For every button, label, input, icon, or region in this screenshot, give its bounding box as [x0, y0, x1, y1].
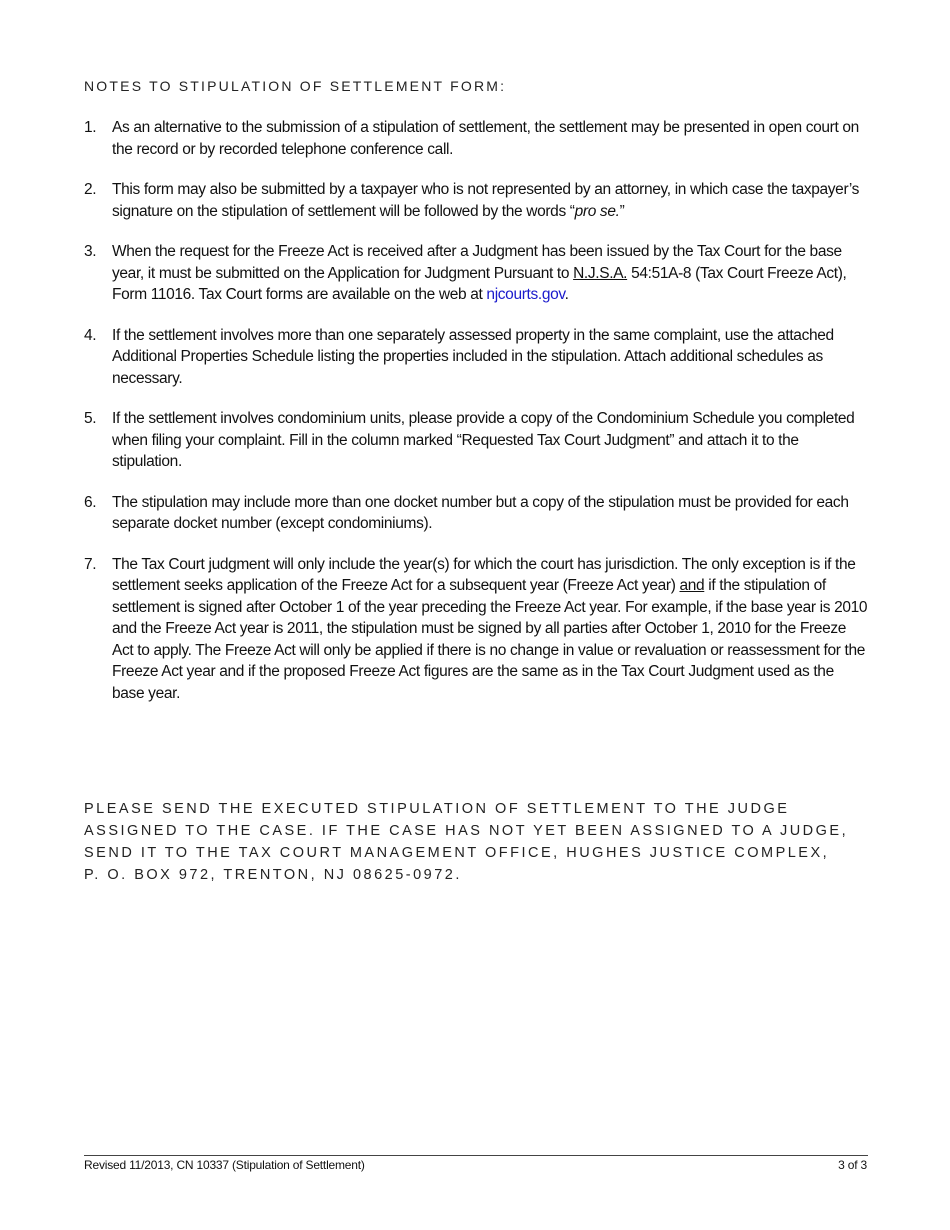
note-5 — [84, 408, 869, 473]
closing-line: PLEASE SEND THE EXECUTED STIPULATION OF SETTLEMENT TO THE JUDGE — [84, 801, 790, 817]
notes-list — [84, 117, 869, 723]
note-text-middle: 54:51A-8 (Tax Court Freeze Act), Form 11016. Tax Court forms are available on the web at — [112, 264, 847, 303]
note-number: 5. — [84, 410, 97, 427]
note-text: If the settlement involves more than one separately assessed property in the same complaint, use the attached Additional Properties Schedule listing the properties included in the stipulation. Attach additional schedules as necessary. — [112, 326, 834, 387]
closing-line: ASSIGNED TO THE CASE. IF THE CASE HAS NOT YET BEEN ASSIGNED TO A JUDGE, — [84, 823, 849, 839]
underlined-and: and — [679, 577, 705, 594]
note-text-end: if the stipulation of settlement is signed after October 1 of the year preceding the Freeze Act year. For example, if the base year is 2010 and the Freeze Act year is 2011, the stipulation must be signed by all parties after October 1, 2010 for the Freeze Act to apply. The Freeze Act will only be applied if there is no change in value or revaluation or reassessment for the Freeze Act year and if the proposed Freeze Act figures are the same as in the Tax Court Judgment used as the base year. — [112, 577, 868, 702]
note-number: 4. — [84, 326, 97, 344]
note-text: The stipulation may include more than one docket number but a copy of the stipulation must be provided for each separate docket number (except condominiums). — [112, 493, 849, 532]
note-text: This form may also be submitted by a taxpayer who is not represented by an attorney, in which case the taxpayer’s signature on the stipulation of settlement will be followed by the words “ — [112, 181, 860, 220]
pro-se-term: pro se. — [574, 202, 620, 220]
closing-line: SEND IT TO THE TAX COURT MANAGEMENT OFFICE, HUGHES JUSTICE COMPLEX, — [84, 845, 830, 861]
note-6 — [84, 492, 869, 535]
note-1 — [84, 117, 869, 160]
note-text: If the settlement involves condominium units, please provide a copy of the Condominium Schedule you completed when filing your complaint. Fill in the column marked “Requested Tax Court Judgment” and attach it to the stipulation. — [112, 410, 855, 470]
note-4 — [84, 325, 869, 390]
note-number: 1. — [84, 119, 97, 136]
notes-heading: NOTES TO STIPULATION OF SETTLEMENT FORM: — [84, 78, 507, 94]
note-3 — [84, 241, 869, 306]
note-text: The Tax Court judgment will only include the year(s) for which the court has jurisdiction. The only exception is if the settlement seeks application of the Freeze Act for a subsequent year (Freeze Act year) — [112, 555, 856, 594]
closing-instructions — [84, 798, 884, 886]
footer-revision: Revised 11/2013, CN 10337 (Stipulation of Settlement) — [84, 1158, 365, 1172]
footer-divider — [84, 1155, 868, 1156]
note-text: When the request for the Freeze Act is received after a Judgment has been issued by the Tax Court for the base year, it must be submitted on the Application for Judgment Pursuant to — [112, 243, 842, 282]
page-number: 3 of 3 — [838, 1158, 867, 1172]
note-7 — [84, 554, 869, 705]
note-number: 3. — [84, 243, 97, 260]
note-number: 6. — [84, 493, 97, 511]
note-2 — [84, 179, 869, 222]
statute-citation: N.J.S.A. — [573, 264, 628, 282]
note-text-end: ” — [619, 202, 625, 220]
closing-line: P. O. BOX 972, TRENTON, NJ 08625-0972. — [84, 867, 462, 883]
njcourts-link[interactable]: njcourts.gov — [486, 286, 565, 303]
note-number: 7. — [84, 555, 97, 573]
note-text: As an alternative to the submission of a stipulation of settlement, the settlement may be presented in open court on the record or by recorded telephone conference call. — [112, 119, 859, 158]
note-number: 2. — [84, 181, 97, 198]
note-text-end: . — [564, 286, 569, 303]
